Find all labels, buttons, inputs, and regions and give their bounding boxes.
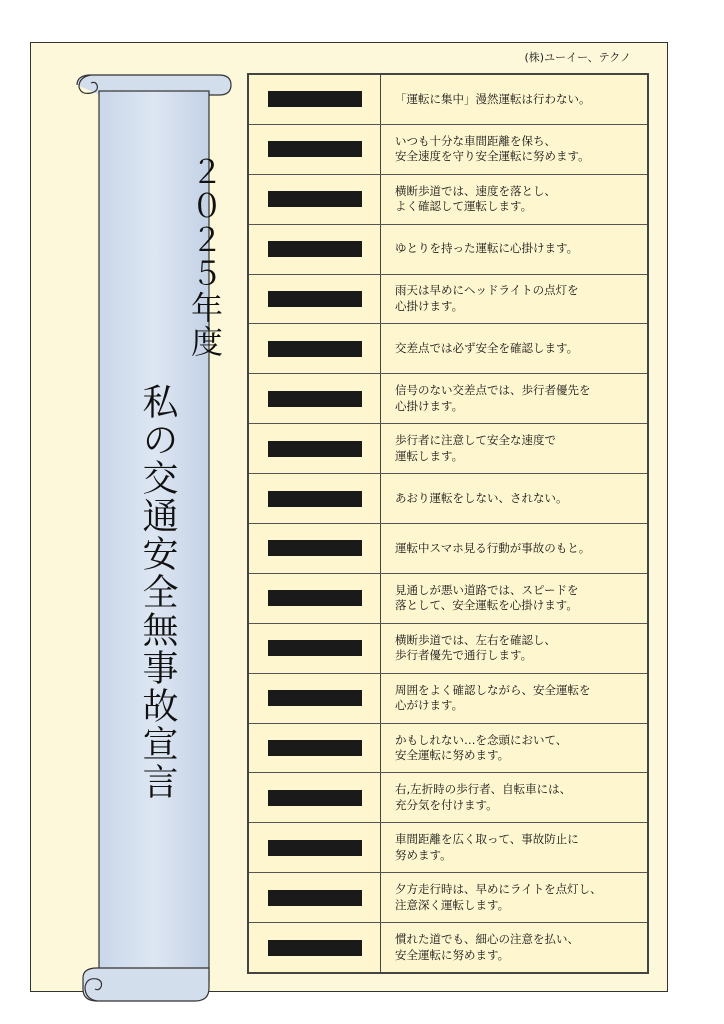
declaration-row — [249, 823, 647, 873]
declaration-text: 車間距離を広く取って、事故防止に 努めます。 — [395, 832, 579, 862]
signer-name-cell — [249, 524, 381, 573]
redacted-name — [268, 790, 362, 806]
declaration-row — [249, 75, 647, 125]
company-name: (株)ユーイー、テクノ — [524, 51, 631, 64]
signer-name-cell — [249, 574, 381, 623]
redacted-name — [268, 690, 362, 706]
redacted-name — [268, 640, 362, 656]
declaration-row — [249, 225, 647, 275]
signer-name-cell — [249, 773, 381, 822]
signer-name-cell — [249, 275, 381, 324]
declaration-text: 交差点では必ず安全を確認します。 — [395, 341, 579, 356]
redacted-name — [268, 141, 362, 157]
declaration-row — [249, 674, 647, 724]
declaration-text: ゆとりを持った運転に心掛けます。 — [395, 241, 579, 256]
redacted-name — [268, 341, 362, 357]
declaration-row — [249, 873, 647, 923]
declaration-text: 夕方走行時は、早めにライトを点灯し、 注意深く運転します。 — [395, 882, 602, 912]
declaration-text: 「運転に集中」漫然運転は行わない。 — [395, 91, 591, 106]
declaration-text: 信号のない交差点では、歩行者優先を 心掛けます。 — [395, 383, 591, 413]
signer-name-cell — [249, 923, 381, 972]
declaration-row — [249, 624, 647, 674]
redacted-name — [268, 391, 362, 407]
redacted-name — [268, 91, 362, 107]
signer-name-cell — [249, 624, 381, 673]
declaration-text: 慣れた道でも、細心の注意を払い、 安全運転に努めます。 — [395, 932, 579, 962]
declaration-text: 横断歩道では、左右を確認し、 歩行者優先で通行します。 — [395, 632, 556, 663]
signer-name-cell — [249, 424, 381, 473]
redacted-name — [268, 491, 362, 507]
declaration-text: 見通しが悪い道路では、スピードを 落として、安全運転を心掛けます。 — [395, 582, 579, 613]
declaration-row — [249, 374, 647, 424]
signer-name-cell — [249, 873, 381, 922]
signer-name-cell — [249, 474, 381, 523]
redacted-name — [268, 840, 362, 856]
declaration-row — [249, 524, 647, 574]
declaration-text: かもしれない…を念頭において、 安全運転に努めます。 — [395, 732, 568, 763]
declaration-sheet — [30, 42, 668, 992]
declaration-text: 右,左折時の歩行者、自転車には、 充分気を付けます。 — [395, 782, 572, 812]
declaration-row — [249, 275, 647, 325]
signer-name-cell — [249, 374, 381, 423]
title-main: 私の交通安全無事故宣言 — [137, 383, 178, 801]
declaration-text: 運転中スマホ見る行動が事故のもと。 — [395, 540, 591, 555]
title-scroll-banner — [69, 73, 233, 1008]
redacted-name — [268, 740, 362, 756]
redacted-name — [268, 590, 362, 606]
declaration-text: 横断歩道では、速度を落とし、 よく確認して運転します。 — [395, 183, 556, 214]
declaration-row — [249, 175, 647, 225]
declaration-row — [249, 125, 647, 175]
redacted-name — [268, 241, 362, 257]
redacted-name — [268, 940, 362, 956]
declaration-row — [249, 923, 647, 972]
signer-name-cell — [249, 175, 381, 224]
redacted-name — [268, 441, 362, 457]
declaration-text: あおり運転をしない、されない。 — [395, 490, 568, 505]
declaration-row — [249, 574, 647, 624]
redacted-name — [268, 191, 362, 207]
signer-name-cell — [249, 324, 381, 373]
title-year: ２０２５年度 — [186, 155, 224, 359]
signer-name-cell — [249, 823, 381, 872]
signer-name-cell — [249, 674, 381, 723]
redacted-name — [268, 540, 362, 556]
declarations-table — [247, 73, 649, 974]
declaration-text: いつも十分な車間距離を保ち、 安全速度を守り安全運転に努めます。 — [395, 133, 590, 164]
declaration-row — [249, 773, 647, 823]
signer-name-cell — [249, 724, 381, 773]
declaration-text: 雨天は早めにヘッドライトの点灯を 心掛けます。 — [395, 283, 579, 313]
redacted-name — [268, 890, 362, 906]
signer-name-cell — [249, 75, 381, 124]
declaration-text: 歩行者に注意して安全な速度で 運転します。 — [395, 433, 556, 463]
declaration-row — [249, 724, 647, 774]
declaration-text: 周囲をよく確認しながら、安全運転を 心がけます。 — [395, 682, 591, 713]
signer-name-cell — [249, 225, 381, 274]
signer-name-cell — [249, 125, 381, 174]
title-area — [105, 143, 227, 903]
declaration-row — [249, 474, 647, 524]
redacted-name — [268, 291, 362, 307]
declaration-row — [249, 424, 647, 474]
declaration-row — [249, 324, 647, 374]
